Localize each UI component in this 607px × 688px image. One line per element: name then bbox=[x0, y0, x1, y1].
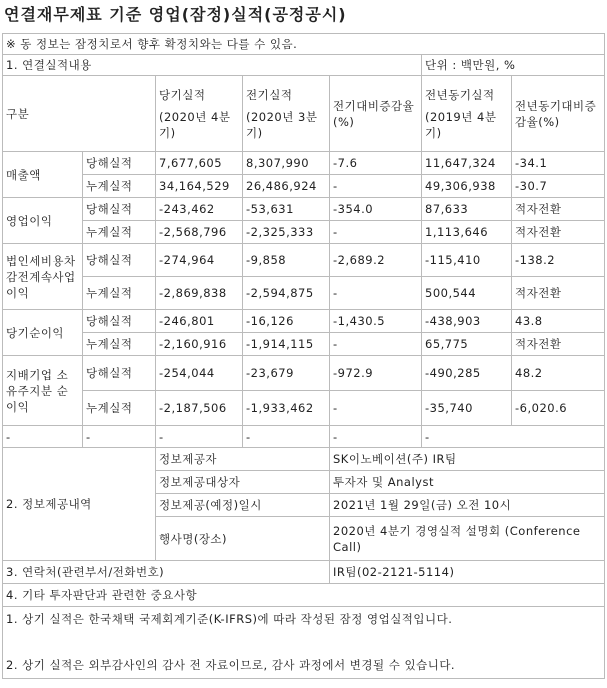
contact-value: IR팀(02-2121-5114) bbox=[330, 561, 605, 584]
previous-value: -1,914,115 bbox=[243, 333, 330, 356]
blank-cell: - bbox=[422, 426, 605, 448]
info-value: 투자자 및 Analyst bbox=[330, 471, 605, 494]
yoy-value: 적자전환 bbox=[512, 221, 605, 244]
table-row bbox=[3, 277, 605, 310]
yoy-actual-value: 87,633 bbox=[422, 198, 512, 221]
row-group-label: 매출액 bbox=[3, 152, 83, 198]
header-yoy-actual bbox=[422, 76, 512, 152]
current-value: -2,160,916 bbox=[156, 333, 243, 356]
yoy-value: 48.2 bbox=[512, 356, 605, 391]
previous-value: -9,858 bbox=[243, 244, 330, 277]
header-previous-label: 전기실적 bbox=[246, 87, 293, 102]
row-sub-label: 당해실적 bbox=[83, 356, 156, 391]
previous-value: -23,679 bbox=[243, 356, 330, 391]
qoq-value: - bbox=[330, 221, 422, 244]
row-group-label: 영업이익 bbox=[3, 198, 83, 244]
header-previous-period: (2020년 3분기) bbox=[246, 109, 318, 140]
previous-value: -53,631 bbox=[243, 198, 330, 221]
yoy-value: -6,020.6 bbox=[512, 391, 605, 426]
yoy-actual-value: -35,740 bbox=[422, 391, 512, 426]
row-sub-label: 당해실적 bbox=[83, 310, 156, 333]
current-value: -246,801 bbox=[156, 310, 243, 333]
header-current-label: 당기실적 bbox=[159, 87, 206, 102]
row-sub-label: 누계실적 bbox=[83, 333, 156, 356]
info-key: 정보제공(예정)일시 bbox=[156, 494, 330, 517]
previous-value: -16,126 bbox=[243, 310, 330, 333]
header-previous bbox=[243, 76, 330, 152]
row-sub-label: 누계실적 bbox=[83, 175, 156, 198]
info-key: 정보제공자 bbox=[156, 448, 330, 471]
header-yoy-period: (2019년 4분기) bbox=[425, 109, 497, 140]
yoy-value: 적자전환 bbox=[512, 333, 605, 356]
disclosure-table bbox=[2, 33, 605, 679]
table-header bbox=[3, 76, 605, 152]
qoq-value: - bbox=[330, 277, 422, 310]
info-value: 2020년 4분기 경영실적 설명회 (Conference Call) bbox=[330, 517, 605, 561]
qoq-value: -2,689.2 bbox=[330, 244, 422, 277]
yoy-actual-value: 1,113,646 bbox=[422, 221, 512, 244]
qoq-value: -1,430.5 bbox=[330, 310, 422, 333]
info-value: 2021년 1월 29일(금) 오전 10시 bbox=[330, 494, 605, 517]
previous-value: 8,307,990 bbox=[243, 152, 330, 175]
qoq-value: - bbox=[330, 175, 422, 198]
row-sub-label: 당해실적 bbox=[83, 152, 156, 175]
current-value: -2,568,796 bbox=[156, 221, 243, 244]
current-value: 34,164,529 bbox=[156, 175, 243, 198]
previous-value: -1,933,462 bbox=[243, 391, 330, 426]
data-rows bbox=[3, 152, 605, 426]
previous-value: -2,325,333 bbox=[243, 221, 330, 244]
table-row bbox=[3, 175, 605, 198]
section3-label: 3. 연락처(관련부서/전화번호) bbox=[3, 561, 330, 584]
unit-label: 단위 : 백만원, % bbox=[422, 55, 605, 76]
current-value: -2,869,838 bbox=[156, 277, 243, 310]
blank-cell: - bbox=[3, 426, 83, 448]
header-yoy-actual-label: 전년동기실적 bbox=[425, 87, 495, 102]
qoq-value: -972.9 bbox=[330, 356, 422, 391]
row-group-label: 법인세비용차감전계속사업이익 bbox=[3, 244, 83, 310]
section4-notes bbox=[3, 607, 605, 679]
row-sub-label: 누계실적 bbox=[83, 391, 156, 426]
blank-cell: - bbox=[330, 426, 422, 448]
header-yoy: 전년동기대비증감율(%) bbox=[512, 76, 605, 152]
current-value: -274,964 bbox=[156, 244, 243, 277]
yoy-actual-value: -438,903 bbox=[422, 310, 512, 333]
qoq-value: -7.6 bbox=[330, 152, 422, 175]
current-value: -243,462 bbox=[156, 198, 243, 221]
previous-value: 26,486,924 bbox=[243, 175, 330, 198]
current-value: 7,677,605 bbox=[156, 152, 243, 175]
row-group-label: 지배기업 소유주지분 순이익 bbox=[3, 356, 83, 426]
yoy-value: -30.7 bbox=[512, 175, 605, 198]
table-row bbox=[3, 356, 605, 391]
header-qoq: 전기대비증감율(%) bbox=[330, 76, 422, 152]
table-row bbox=[3, 244, 605, 277]
table-row bbox=[3, 152, 605, 175]
blank-cell: - bbox=[156, 426, 243, 448]
yoy-actual-value: -115,410 bbox=[422, 244, 512, 277]
qoq-value: -354.0 bbox=[330, 198, 422, 221]
note-2: 2. 상기 실적은 외부감사인의 감사 전 자료이므로, 감사 과정에서 변경될 수 있습니다. bbox=[6, 658, 456, 672]
row-sub-label: 당해실적 bbox=[83, 244, 156, 277]
header-current-period: (2020년 4분기) bbox=[159, 109, 231, 140]
table-row bbox=[3, 391, 605, 426]
previous-value: -2,594,875 bbox=[243, 277, 330, 310]
row-sub-label: 누계실적 bbox=[83, 277, 156, 310]
info-value: SK이노베이션(주) IR팀 bbox=[330, 448, 605, 471]
current-value: -2,187,506 bbox=[156, 391, 243, 426]
yoy-actual-value: 49,306,938 bbox=[422, 175, 512, 198]
header-current bbox=[156, 76, 243, 152]
row-group-label: 당기순이익 bbox=[3, 310, 83, 356]
yoy-value: 적자전환 bbox=[512, 277, 605, 310]
yoy-value: -138.2 bbox=[512, 244, 605, 277]
blank-cell: - bbox=[243, 426, 330, 448]
info-key: 정보제공대상자 bbox=[156, 471, 330, 494]
qoq-value: - bbox=[330, 391, 422, 426]
section4-label: 4. 기타 투자판단과 관련한 중요사항 bbox=[3, 584, 605, 607]
blank-cell: - bbox=[83, 426, 156, 448]
table-row bbox=[3, 198, 605, 221]
section2-label: 2. 정보제공내역 bbox=[3, 448, 156, 561]
table-row bbox=[3, 310, 605, 333]
info-key: 행사명(장소) bbox=[156, 517, 330, 561]
yoy-actual-value: 11,647,324 bbox=[422, 152, 512, 175]
yoy-actual-value: 500,544 bbox=[422, 277, 512, 310]
header-category: 구분 bbox=[3, 76, 156, 152]
table-row bbox=[3, 333, 605, 356]
yoy-value: 적자전환 bbox=[512, 198, 605, 221]
note-1: 1. 상기 실적은 한국채택 국제회계기준(K-IFRS)에 따라 작성된 잠정 영업실적입니다. bbox=[6, 612, 453, 626]
yoy-actual-value: -490,285 bbox=[422, 356, 512, 391]
yoy-actual-value: 65,775 bbox=[422, 333, 512, 356]
page-title: 연결재무제표 기준 영업(잠정)실적(공정공시) bbox=[4, 5, 347, 24]
yoy-value: -34.1 bbox=[512, 152, 605, 175]
blank-row bbox=[3, 426, 605, 448]
current-value: -254,044 bbox=[156, 356, 243, 391]
qoq-value: - bbox=[330, 333, 422, 356]
row-sub-label: 누계실적 bbox=[83, 221, 156, 244]
row-sub-label: 당해실적 bbox=[83, 198, 156, 221]
notice: ※ 동 정보는 잠정치로서 향후 확정치와는 다를 수 있음. bbox=[3, 34, 605, 55]
section1-label: 1. 연결실적내용 bbox=[3, 55, 422, 76]
yoy-value: 43.8 bbox=[512, 310, 605, 333]
table-row bbox=[3, 221, 605, 244]
